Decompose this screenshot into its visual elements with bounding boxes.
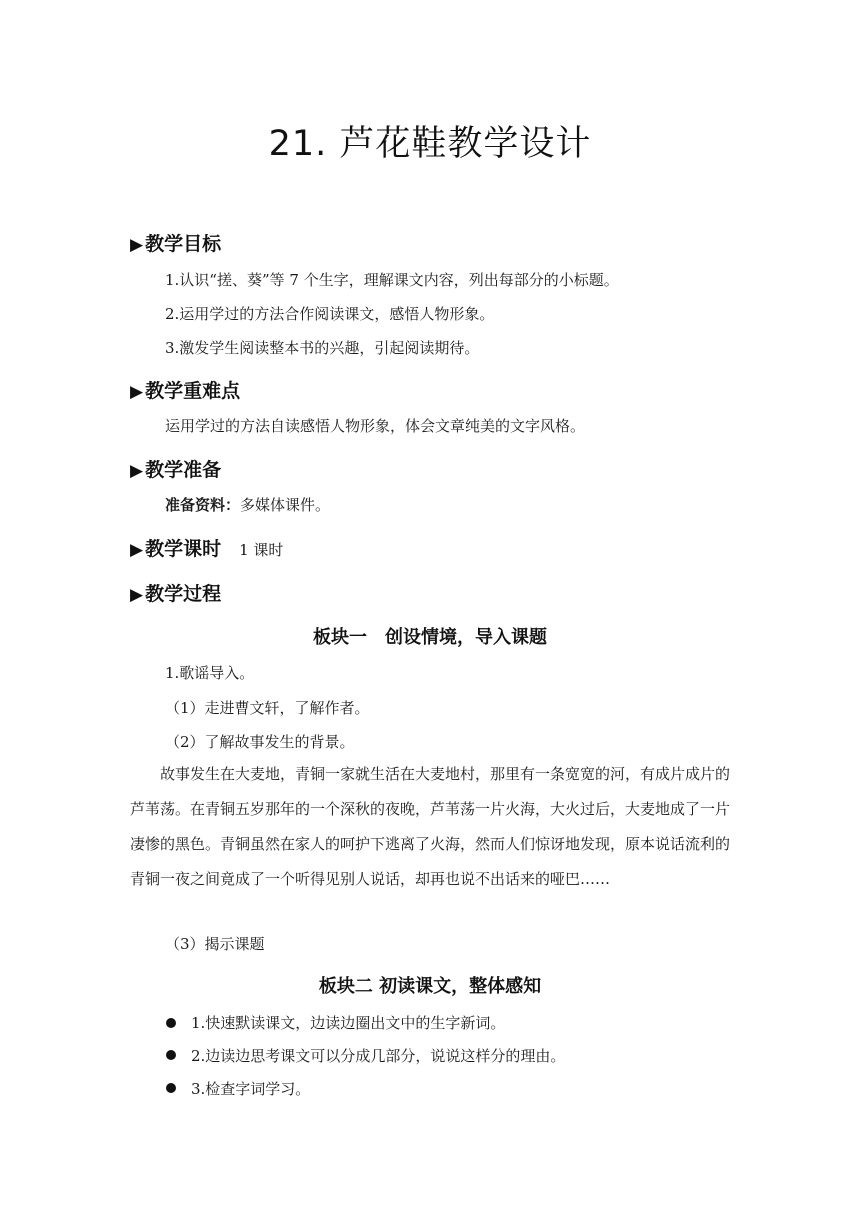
block1-sub-item: （3）揭示课题 [165,935,265,953]
triangle-icon: ▶ [130,461,144,481]
hours-value: 1 课时 [239,541,284,559]
hours-heading [130,534,283,561]
goal-item: 1.认识“搓、葵”等 7 个生字，理解课文内容，列出每部分的小标题。 [165,271,619,289]
goals-heading [130,229,221,256]
block1-sub-item: （1）走进曹文轩，了解作者。 [165,699,370,717]
keypoints-text: 运用学过的方法自读感悟人物形象，体会文章纯美的文字风格。 [165,417,586,435]
keypoints-heading-text: 教学重难点 [145,380,241,402]
keypoints-heading [130,376,240,403]
process-heading-text: 教学过程 [145,583,222,605]
block1-sub-item: （2）了解故事发生的背景。 [165,733,355,751]
block2-list-item: 2.边读边思考课文可以分成几部分，说说这样分的理由。 [191,1047,566,1065]
story-paragraph: 故事发生在大麦地，青铜一家就生活在大麦地村，那里有一条宽宽的河，有成片成片的芦苇荡。在青铜五岁那年的一个深秋的夜晚，芦苇荡一片火海，大火过后，大麦地成了一片凄惨的黑色。青铜虽然在家人的呵护下逃离了火海，然而人们惊讶地发现，原本说话流利的青铜一夜之间竟成了一个听得见别人说话，却再也说不出话来的哑巴…… [130,765,731,888]
goal-item: 3.激发学生阅读整本书的兴趣，引起阅读期待。 [165,339,480,357]
block2-list-item: 3.检查字词学习。 [191,1080,311,1098]
triangle-icon: ▶ [130,585,144,605]
block2-title: 板块二 初读课文，整体感知 [318,976,542,997]
triangle-icon: ▶ [130,382,144,402]
preparation-heading-text: 教学准备 [145,459,222,481]
goal-item: 2.运用学过的方法合作阅读课文，感悟人物形象。 [165,305,495,323]
bullet-icon [166,1018,176,1028]
block2-list-item: 1.快速默读课文，边读边圈出文中的生字新词。 [191,1014,506,1032]
bullet-icon [166,1083,176,1093]
bullet-icon [166,1050,176,1060]
preparation-text: 多媒体课件。 [240,496,331,514]
preparation-label: 准备资料： [165,496,241,514]
triangle-icon: ▶ [130,235,144,255]
process-heading [130,579,221,606]
goals-heading-text: 教学目标 [145,233,222,255]
triangle-icon: ▶ [130,540,144,560]
preparation-line [165,494,330,515]
hours-heading-text: 教学课时 [145,538,222,560]
preparation-heading [130,455,221,482]
block1-title: 板块一 创设情境，导入课题 [313,627,547,648]
block1-step: 1.歌谣导入。 [165,664,255,682]
document-title: 21. 芦花鞋教学设计 [268,124,592,164]
